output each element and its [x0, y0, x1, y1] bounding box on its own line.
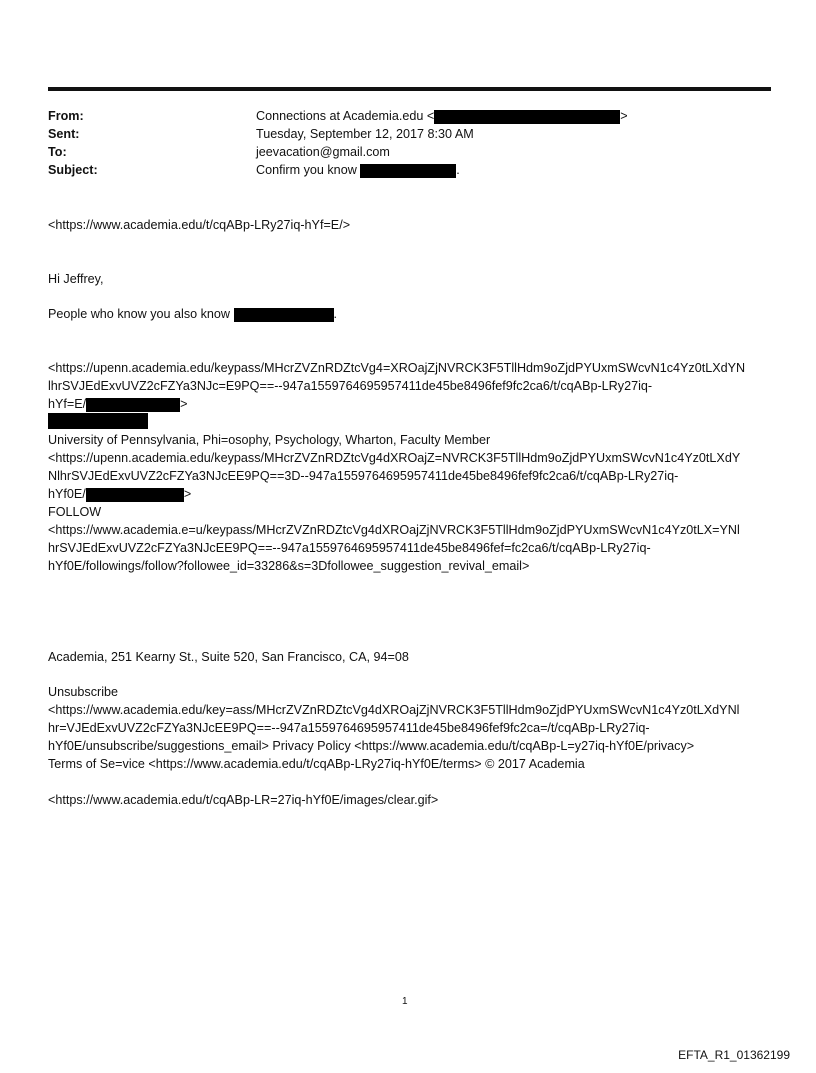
- redaction-block: [86, 488, 184, 502]
- from-value: [256, 107, 628, 125]
- from-text: Connections at Academia.edu <: [256, 109, 435, 123]
- follow-label[interactable]: FOLLOW: [48, 505, 102, 519]
- unsubscribe-line-1[interactable]: <https://www.academia.edu/key=ass/MHcrZVZnRDZtcVg4dXROajZjNVRCK3F5TllHdm9oZjdPYUxmSWcvN1c4Yz0tLXdYNl: [48, 703, 740, 717]
- page-number: 1: [402, 996, 408, 1007]
- redaction-block: [86, 398, 180, 412]
- bates-number: EFTA_R1_01362199: [678, 1048, 790, 1062]
- redaction-block: [360, 164, 456, 178]
- subject-label: Subject:: [48, 163, 98, 177]
- redaction-block: [234, 308, 334, 322]
- link-2-line-2[interactable]: NlhrSVJEdExvUVZ2cFZYa3NJcEE9PQ==3D--947a1559764695957411de45be8496fef9fc2ca6/t/cqABp-LRy27iq-: [48, 469, 679, 483]
- link-1-end: >: [180, 397, 188, 411]
- unsubscribe-label[interactable]: Unsubscribe: [48, 685, 118, 699]
- people-suffix: .: [333, 307, 338, 321]
- from-suffix: >: [620, 109, 628, 123]
- subject-value: [256, 161, 460, 179]
- greeting: Hi Jeffrey,: [48, 272, 104, 286]
- unsubscribe-line-3[interactable]: hYf0E/unsubscribe/suggestions_email> Privacy Policy <https://www.academia.edu/t/cqABp-L=y27iq-hYf0E/privacy>: [48, 739, 695, 753]
- link-3-line-2[interactable]: hrSVJEdExvUVZ2cFZYa3NJcEE9PQ==--947a1559764695957411de45be8496fef=fc2ca6/t/cqABp-LRy27iq-: [48, 541, 651, 555]
- link-2-line-1[interactable]: <https://upenn.academia.edu/keypass/MHcrZVZnRDZtcVg4dXROajZ=NVRCK3F5TllHdm9oZjdPYUxmSWcvN1c4Yz0tLXdY: [48, 451, 741, 465]
- link-3-line-1[interactable]: <https://www.academia.e=u/keypass/MHcrZVZnRDZtcVg4dXROajZjNVRCK3F5TllHdm9oZjdPYUxmSWcvN1c4Yz0tLX=YNl: [48, 523, 740, 537]
- redaction-block: [434, 110, 620, 124]
- link-1-line-1[interactable]: <https://upenn.academia.edu/keypass/MHcrZVZnRDZtcVg4=XROajZjNVRCK3F5TllHdm9oZjdPYUxmSWcvN1c4Yz0tLXdYN: [48, 361, 746, 375]
- link-1-text[interactable]: hYf=E/: [48, 397, 87, 411]
- link-2-end: >: [183, 487, 192, 501]
- header-rule: [48, 87, 771, 91]
- clear-gif-link[interactable]: <https://www.academia.edu/t/cqABp-LR=27iq-hYf0E/images/clear.gif>: [48, 793, 439, 807]
- unsubscribe-line-2[interactable]: hr=VJEdExvUVZ2cFZYa3NJcEE9PQ==--947a1559764695957411de45be8496fef9fc2ca=/t/cqABp-LRy27iq-: [48, 721, 650, 735]
- redaction-block: [48, 413, 148, 429]
- people-line: [48, 305, 337, 323]
- company-address: Academia, 251 Kearny St., Suite 520, San Francisco, CA, 94=08: [48, 650, 409, 664]
- affiliation: University of Pennsylvania, Phi=osophy, Psychology, Wharton, Faculty Member: [48, 433, 491, 447]
- link-1-line-3[interactable]: [48, 395, 188, 413]
- subject-suffix: .: [456, 163, 460, 177]
- from-label: From:: [48, 109, 84, 123]
- link-2-text[interactable]: hYf0E/: [48, 487, 86, 501]
- sent-label: Sent:: [48, 127, 80, 141]
- link-1-line-2[interactable]: lhrSVJEdExvUVZ2cFZYa3NJc=E9PQ==--947a1559764695957411de45be8496fef9fc2ca6/t/cqABp-LRy27iq-: [48, 379, 653, 393]
- link-3-line-3[interactable]: hYf0E/followings/follow?followee_id=33286&s=3Dfollowee_suggestion_revival_email>: [48, 559, 530, 573]
- to-label: To:: [48, 145, 67, 159]
- link-top[interactable]: <https://www.academia.edu/t/cqABp-LRy27iq-hYf=E/>: [48, 218, 351, 232]
- unsubscribe-line-4[interactable]: Terms of Se=vice <https://www.academia.edu/t/cqABp-LRy27iq-hYf0E/terms> © 2017 Academia: [48, 757, 585, 771]
- link-2-line-3[interactable]: [48, 485, 191, 503]
- subject-text: Confirm you know: [256, 163, 357, 177]
- people-text: People who know you also know: [48, 307, 231, 321]
- sent-value: Tuesday, September 12, 2017 8:30 AM: [256, 127, 474, 141]
- to-value[interactable]: jeevacation@gmail.com: [256, 145, 390, 159]
